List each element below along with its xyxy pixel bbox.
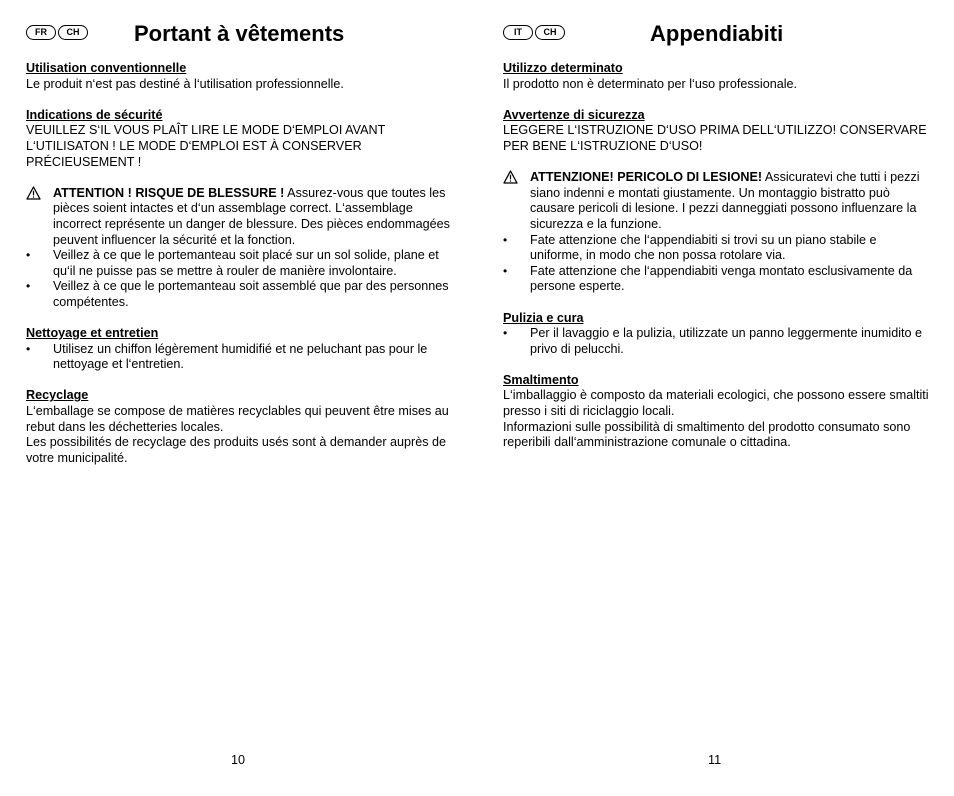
list-item [26,248,450,279]
page-title: Portant à vêtements [134,21,345,46]
section-heading: Avvertenze di sicurezza [503,107,645,122]
list-item [503,264,929,295]
list-item-text: Utilisez un chiffon légèrement humidifié et ne peluchant pas pour le nettoyage et l‘entretien. [53,341,428,372]
section-recycling [503,373,929,451]
section-heading: Utilisation conventionnelle [26,61,187,75]
language-flags [26,25,88,40]
section-heading: Utilizzo determinato [503,61,623,75]
warning-item [503,170,929,232]
page-content [503,61,929,466]
paragraph: Les possibilités de recyclage des produits usés sont à demander auprès de votre municipalité. [26,435,447,465]
paragraph: VEUILLEZ S‘IL VOUS PLAÎT LIRE LE MODE D‘EMPLOI AVANT L‘UTILISATON ! LE MODE D‘EMPLOI EST À CONSERVER PRÉCIEUSEMENT ! [26,123,386,169]
page-number: 10 [231,753,246,767]
country-badge-it: IT [503,25,533,40]
bullet-dot: • [26,341,31,356]
list-item-text: Fate attenzione che l‘appendiabiti venga montato esclusivamente da persone esperte. [530,263,913,294]
page-number: 11 [708,753,722,767]
paragraph: L‘emballage se compose de matières recyclables qui peuvent être mises au rebut dans les déchetteries locales. [26,404,449,434]
section-cleaning [26,326,450,373]
page-title: Appendiabiti [650,21,784,46]
warning-text: Assurez-vous que toutes les pièces soient intactes et d‘un assemblage correct. L‘assemblage incorrect représente un danger de blessure. Des pièces endommagées peuvent influencer la sécurité et la fonction. [53,185,450,247]
warning-text: Assicuratevi che tutti i pezzi siano indenni e montati giustamente. Un montaggio bistratto può causare pericoli di lesione. I pezzi danneggiati possono influenzare la sicurezza e la funzione. [530,170,920,231]
page-content [26,61,450,482]
list-item [503,326,929,357]
bullet-dot: • [503,263,508,278]
warning-item [26,186,450,248]
language-flags [503,25,565,40]
paragraph: Il prodotto non è determinato per l‘uso professionale. [503,76,798,91]
section-safety [26,108,450,311]
section-heading: Indications de sécurité [26,107,163,122]
bullet-dot: • [26,248,31,263]
section-heading: Smaltimento [503,372,579,387]
bullet-dot: • [503,326,508,341]
paragraph: Le produit n‘est pas destiné à l‘utilisation professionnelle. [26,76,344,91]
list-item-text: Veillez à ce que le portemanteau soit assemblé que par des personnes compétentes. [53,279,449,309]
section-heading: Nettoyage et entretien [26,326,159,341]
section-usage [503,61,929,92]
paragraph: L‘imballaggio è composto da materiali ecologici, che possono essere smaltiti presso i siti di riciclaggio locali. [503,388,929,419]
list-item-text: Fate attenzione che l‘appendiabiti si trovi su un piano stabile e uniforme, in modo che non possa rotolare via. [530,232,877,263]
list-item [26,279,450,310]
list-item [26,342,450,373]
bullet-dot: • [503,232,508,247]
country-badge-ch: CH [58,25,88,40]
page-right [503,0,929,796]
section-heading: Recyclage [26,388,89,403]
page-header [503,0,929,70]
section-safety [503,108,929,295]
list-item-text: Veillez à ce que le portemanteau soit placé sur un sol solide, plane et qu‘il ne puisse pas se mettre à rouler de manière involontaire. [53,248,439,278]
warning-label: ATTENTION ! RISQUE DE BLESSURE ! [53,185,285,200]
warning-label: ATTENZIONE! PERICOLO DI LESIONE! [530,170,763,185]
bullet-dot: • [26,279,31,294]
list-item-text: Per il lavaggio e la pulizia, utilizzate un panno leggermente inumidito e privo di pelucchi. [530,326,923,356]
warning-triangle-icon [26,186,46,205]
warning-triangle-icon [503,170,523,189]
country-badge-ch: CH [535,25,565,40]
section-heading: Pulizia e cura [503,310,584,325]
section-recycling [26,388,450,466]
section-usage [26,61,450,92]
page-header [26,0,450,70]
paragraph: Informazioni sulle possibilità di smaltimento del prodotto consumato sono reperibili dall‘amministrazione comunale o cittadina. [503,419,911,450]
country-badge-fr: FR [26,25,56,40]
section-cleaning [503,311,929,358]
list-item [503,233,929,264]
paragraph: LEGGERE L‘ISTRUZIONE D‘USO PRIMA DELL‘UTILIZZO! CONSERVARE PER BENE L‘ISTRUZIONE D‘USO! [503,123,927,153]
page-left [26,0,450,796]
